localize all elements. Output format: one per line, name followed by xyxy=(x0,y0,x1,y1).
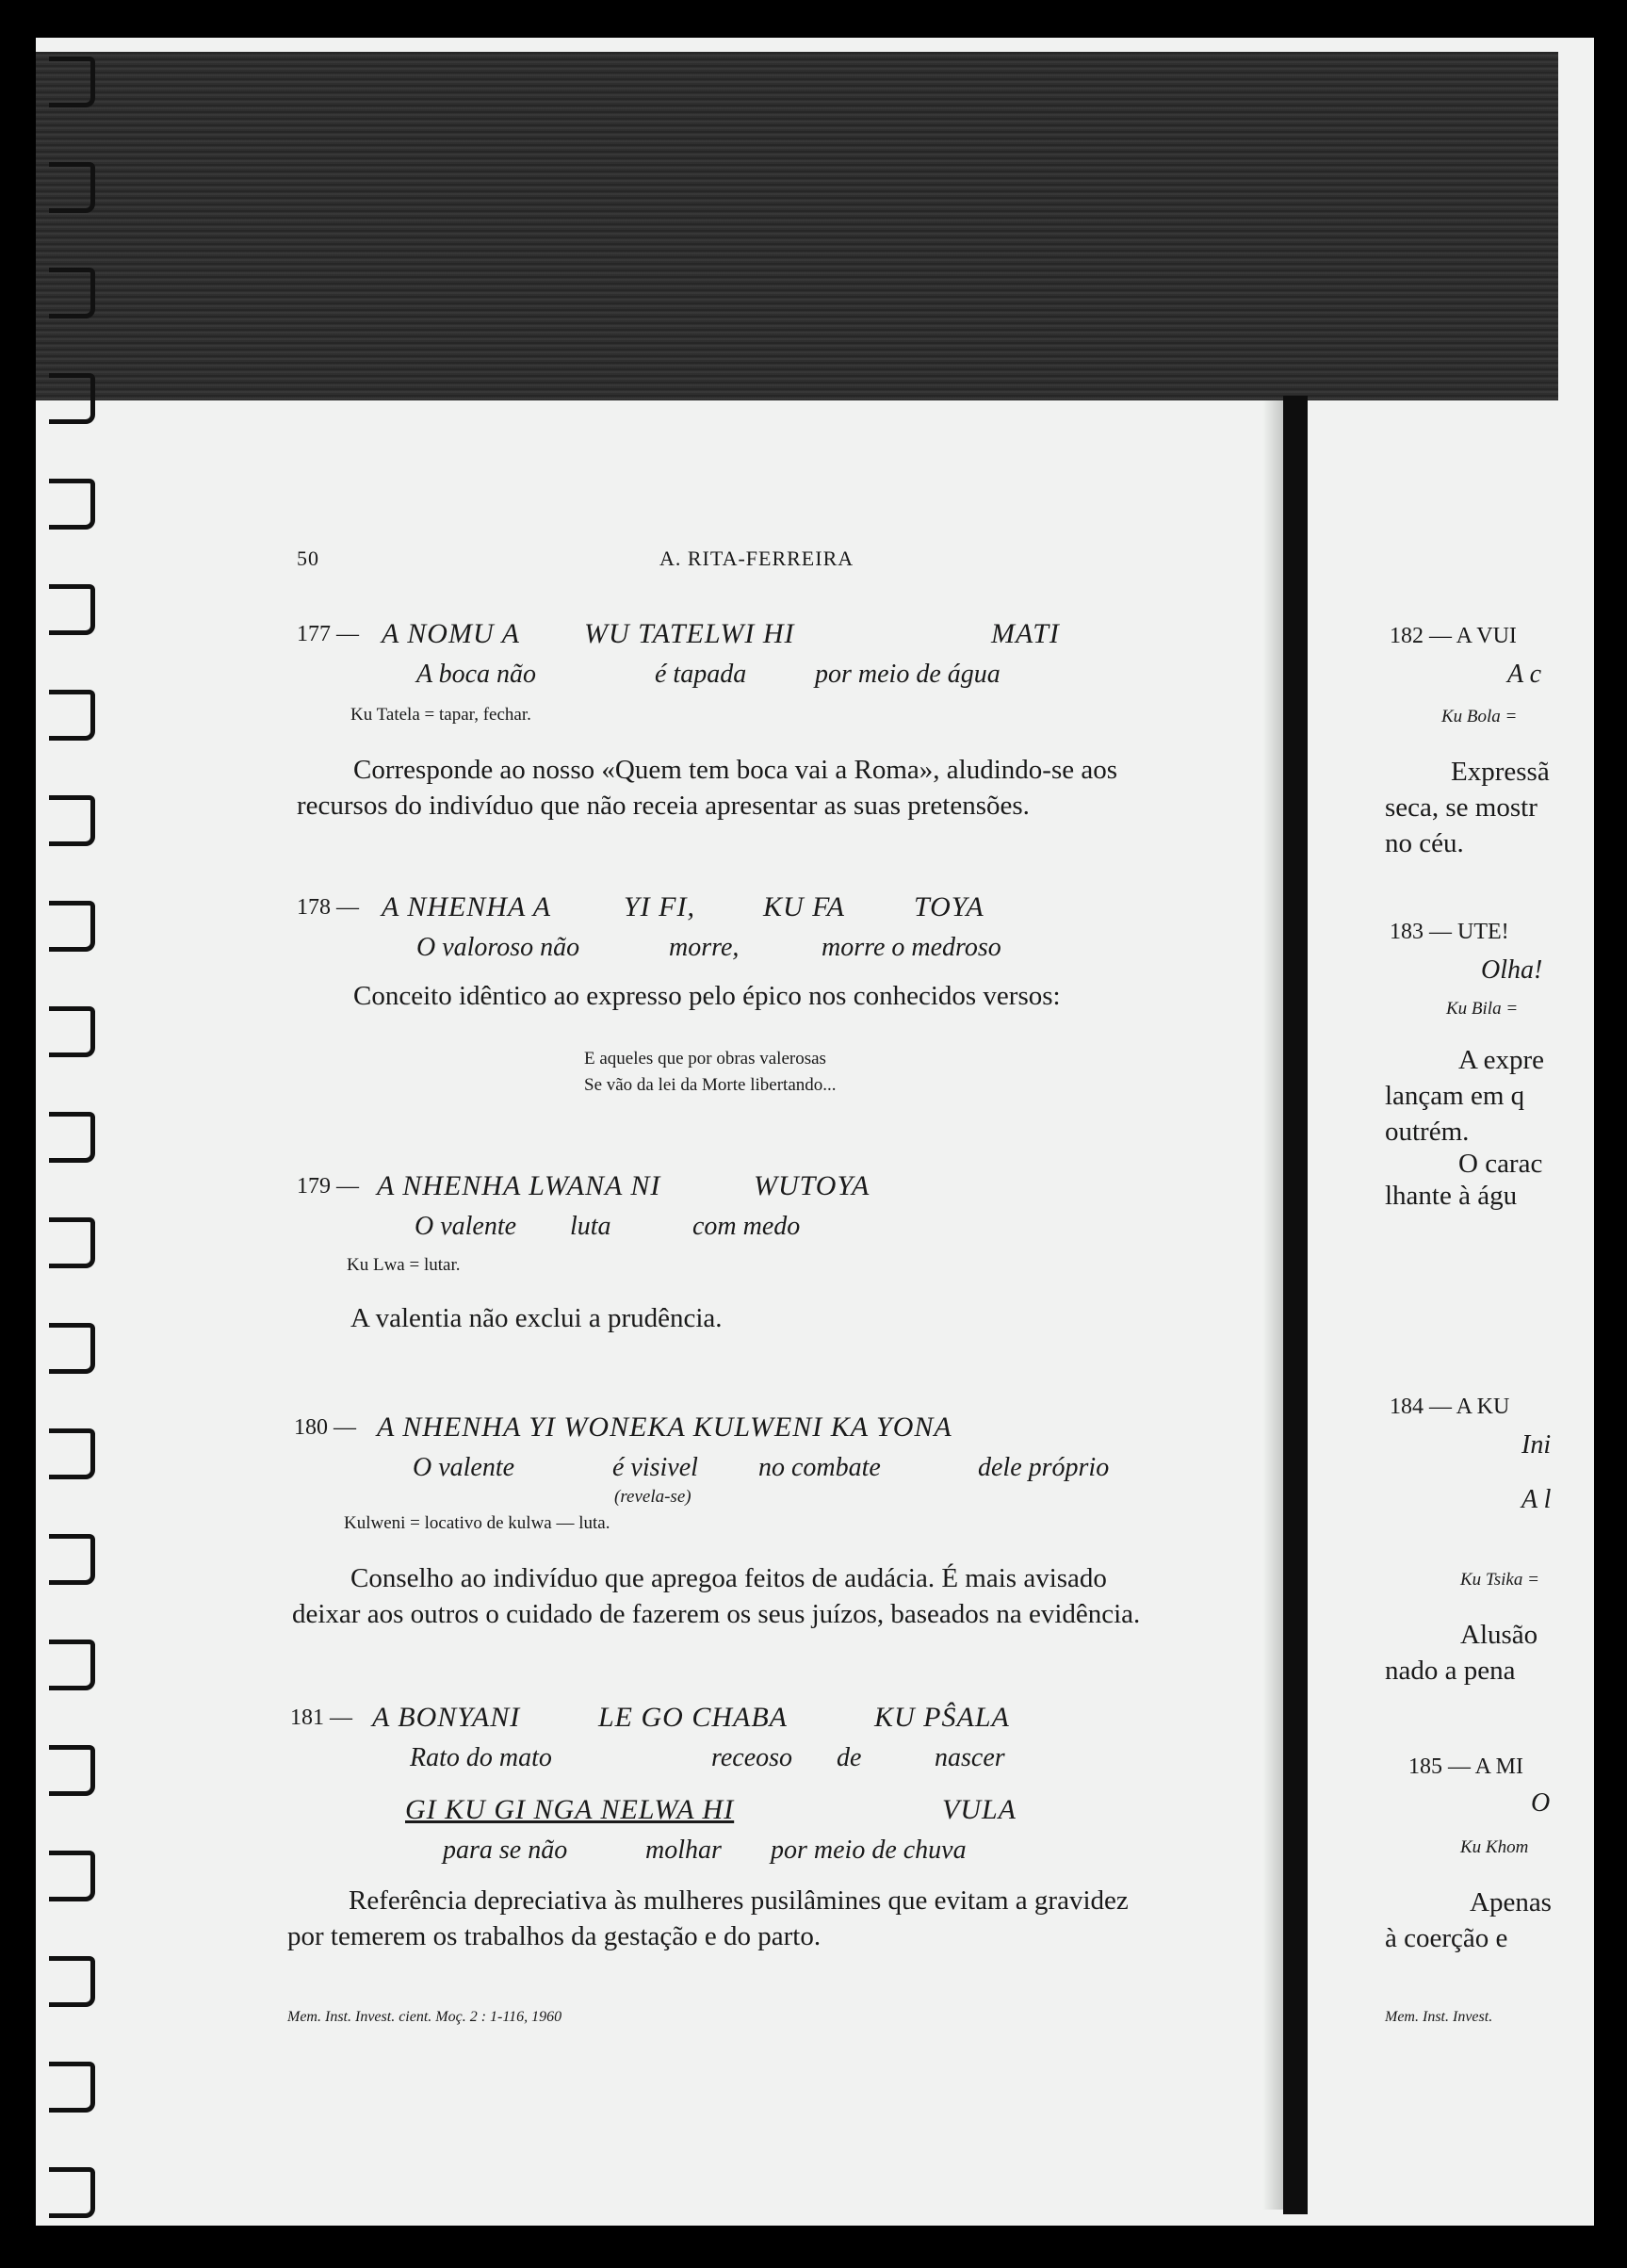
commentary-line: Conselho ao indivíduo que apregoa feitos de audácia. É mais avisado xyxy=(350,1563,1107,1593)
translation-word: O valente xyxy=(413,1453,515,1482)
binding-ring xyxy=(49,2167,95,2218)
running-head: A. RITA-FERREIRA xyxy=(659,547,854,570)
page-number: 50 xyxy=(297,547,319,570)
text-fragment: seca, se mostr xyxy=(1385,792,1538,823)
commentary-line: Corresponde ao nosso «Quem tem boca vai a Roma», aludindo-se aos xyxy=(353,755,1118,785)
binding-ring xyxy=(49,1640,95,1690)
translation-word: O valoroso não xyxy=(416,933,580,962)
proverb-word: A NHENHA A xyxy=(382,891,552,922)
text-fragment: nado a pena xyxy=(1385,1656,1516,1686)
proverb-word: MATI xyxy=(991,618,1060,649)
text-fragment: lhante à águ xyxy=(1385,1181,1518,1211)
text-fragment: Expressã xyxy=(1451,757,1550,787)
text-fragment: outrém. xyxy=(1385,1117,1470,1147)
text-fragment: A expre xyxy=(1458,1045,1544,1075)
facing-page xyxy=(1366,547,1573,2035)
text-fragment: Alusão xyxy=(1460,1620,1538,1650)
entry-number: 178 — xyxy=(297,895,359,920)
proverb-word: YI FI, xyxy=(624,891,695,922)
glossary-note: Ku Lwa = lutar. xyxy=(347,1255,461,1275)
verse-line: Se vão da lei da Morte libertando... xyxy=(584,1075,837,1095)
commentary-line: por temerem os trabalhos da gestação e do parto. xyxy=(287,1921,822,1951)
glossary-note: Kulweni = locativo de kulwa — luta. xyxy=(344,1513,610,1533)
binding-ring xyxy=(49,901,95,952)
binding-ring xyxy=(49,2062,95,2113)
translation-word: morre o medroso xyxy=(822,933,1001,962)
translation-fragment: O xyxy=(1531,1788,1551,1818)
entry-number: 177 — xyxy=(297,622,359,646)
proverb-word: WU TATELWI HI xyxy=(584,618,795,649)
proverb-word: VULA xyxy=(942,1794,1017,1825)
translation-fragment: Ini xyxy=(1521,1430,1552,1460)
translation-fragment: Olha! xyxy=(1481,955,1543,985)
proverb-line: A NHENHA YI WONEKA KULWENI KA YONA xyxy=(377,1411,952,1443)
glossary-fragment: Ku Khom xyxy=(1460,1837,1529,1857)
proverb-word: KU FA xyxy=(763,891,845,922)
translation-word: morre, xyxy=(669,933,740,962)
commentary-line: deixar aos outros o cuidado de fazerem os seus juízos, baseados na evidência. xyxy=(292,1599,1141,1629)
binding-ring xyxy=(49,1956,95,2007)
glossary-fragment: Ku Tsika = xyxy=(1460,1570,1539,1590)
translation-word: receoso xyxy=(711,1743,793,1772)
proverb-word: A NOMU A xyxy=(382,618,520,649)
translation-word: é tapada xyxy=(655,660,747,689)
commentary-line: Conceito idêntico ao expresso pelo épico nos conhecidos versos: xyxy=(353,981,1061,1011)
translation-fragment: A l xyxy=(1521,1485,1552,1514)
entry-heading: 185 — A MI xyxy=(1408,1754,1524,1779)
binding-ring xyxy=(49,479,95,530)
translation-word: dele próprio xyxy=(978,1453,1110,1482)
binding-ring xyxy=(49,162,95,213)
proverb-word: A BONYANI xyxy=(372,1702,521,1733)
glossary-fragment: Ku Bola = xyxy=(1441,707,1518,726)
entry-number: 180 — xyxy=(294,1415,356,1440)
translation-word: luta xyxy=(570,1212,611,1241)
binding-ring xyxy=(49,1006,95,1057)
translation-word: por meio de água xyxy=(815,660,1001,689)
translation-word: para se não xyxy=(443,1836,568,1865)
translation-word: com medo xyxy=(692,1212,801,1241)
binding-ring xyxy=(49,1534,95,1585)
binding-ring xyxy=(49,690,95,741)
proverb-word: KU PŜALA xyxy=(874,1702,1010,1733)
binding-ring xyxy=(49,268,95,318)
text-fragment: no céu. xyxy=(1385,828,1464,858)
binding-ring xyxy=(49,1428,95,1479)
entry-heading: 183 — UTE! xyxy=(1390,920,1509,944)
translation-word: no combate xyxy=(758,1453,881,1482)
binding-ring xyxy=(49,1745,95,1796)
text-fragment: Apenas xyxy=(1470,1887,1552,1917)
translation-word: A boca não xyxy=(416,660,537,689)
binding-ring xyxy=(49,1112,95,1163)
translation-fragment: A c xyxy=(1507,660,1542,689)
translation-word: Rato do mato xyxy=(410,1743,552,1772)
entry-number: 181 — xyxy=(290,1705,352,1730)
glossary-fragment: Ku Bila = xyxy=(1446,999,1519,1019)
page-gutter xyxy=(1283,396,1308,2214)
commentary-line: Referência depreciativa às mulheres pusilâmines que evitam a gravidez xyxy=(349,1885,1129,1916)
binding-ring xyxy=(49,1851,95,1901)
entry-heading: 184 — A KU xyxy=(1390,1395,1510,1419)
translation-word: por meio de chuva xyxy=(771,1836,967,1865)
translation-word: molhar xyxy=(645,1836,722,1865)
proverb-word: GI KU GI NGA NELWA HI xyxy=(405,1794,735,1825)
binding-ring xyxy=(49,795,95,846)
binding-ring xyxy=(49,1217,95,1268)
proverb-word: A NHENHA LWANA NI xyxy=(377,1170,661,1201)
translation-word: é visivel xyxy=(612,1453,698,1482)
verse-line: E aqueles que por obras valerosas xyxy=(584,1049,826,1069)
text-fragment: O carac xyxy=(1458,1149,1543,1179)
binding-ring xyxy=(49,1323,95,1374)
commentary-line: recursos do indivíduo que não receia apresentar as suas pretensões. xyxy=(297,791,1030,821)
binding-ring xyxy=(49,373,95,424)
page-fold-shadow xyxy=(1262,400,1283,2210)
translation-word: O valente xyxy=(415,1212,517,1241)
entry-heading: 182 — A VUI xyxy=(1390,624,1517,648)
translation-subnote: (revela-se) xyxy=(614,1487,691,1507)
translation-word: nascer xyxy=(935,1743,1005,1772)
page-footer-fragment: Mem. Inst. Invest. xyxy=(1385,2009,1493,2025)
glossary-note: Ku Tatela = tapar, fechar. xyxy=(350,705,531,725)
commentary-line: A valentia não exclui a prudência. xyxy=(350,1303,723,1333)
text-fragment: à coerção e xyxy=(1385,1923,1508,1953)
page-footer: Mem. Inst. Invest. cient. Moç. 2 : 1-116, 1960 xyxy=(287,2009,562,2025)
proverb-word: WUTOYA xyxy=(754,1170,870,1201)
entry-number: 179 — xyxy=(297,1174,359,1199)
text-fragment: lançam em q xyxy=(1385,1081,1525,1111)
scan-dark-band xyxy=(36,52,1558,400)
binding-ring xyxy=(49,584,95,635)
translation-word: de xyxy=(837,1743,862,1772)
proverb-word: LE GO CHABA xyxy=(598,1702,788,1733)
binding-ring xyxy=(49,57,95,107)
proverb-word: TOYA xyxy=(914,891,984,922)
